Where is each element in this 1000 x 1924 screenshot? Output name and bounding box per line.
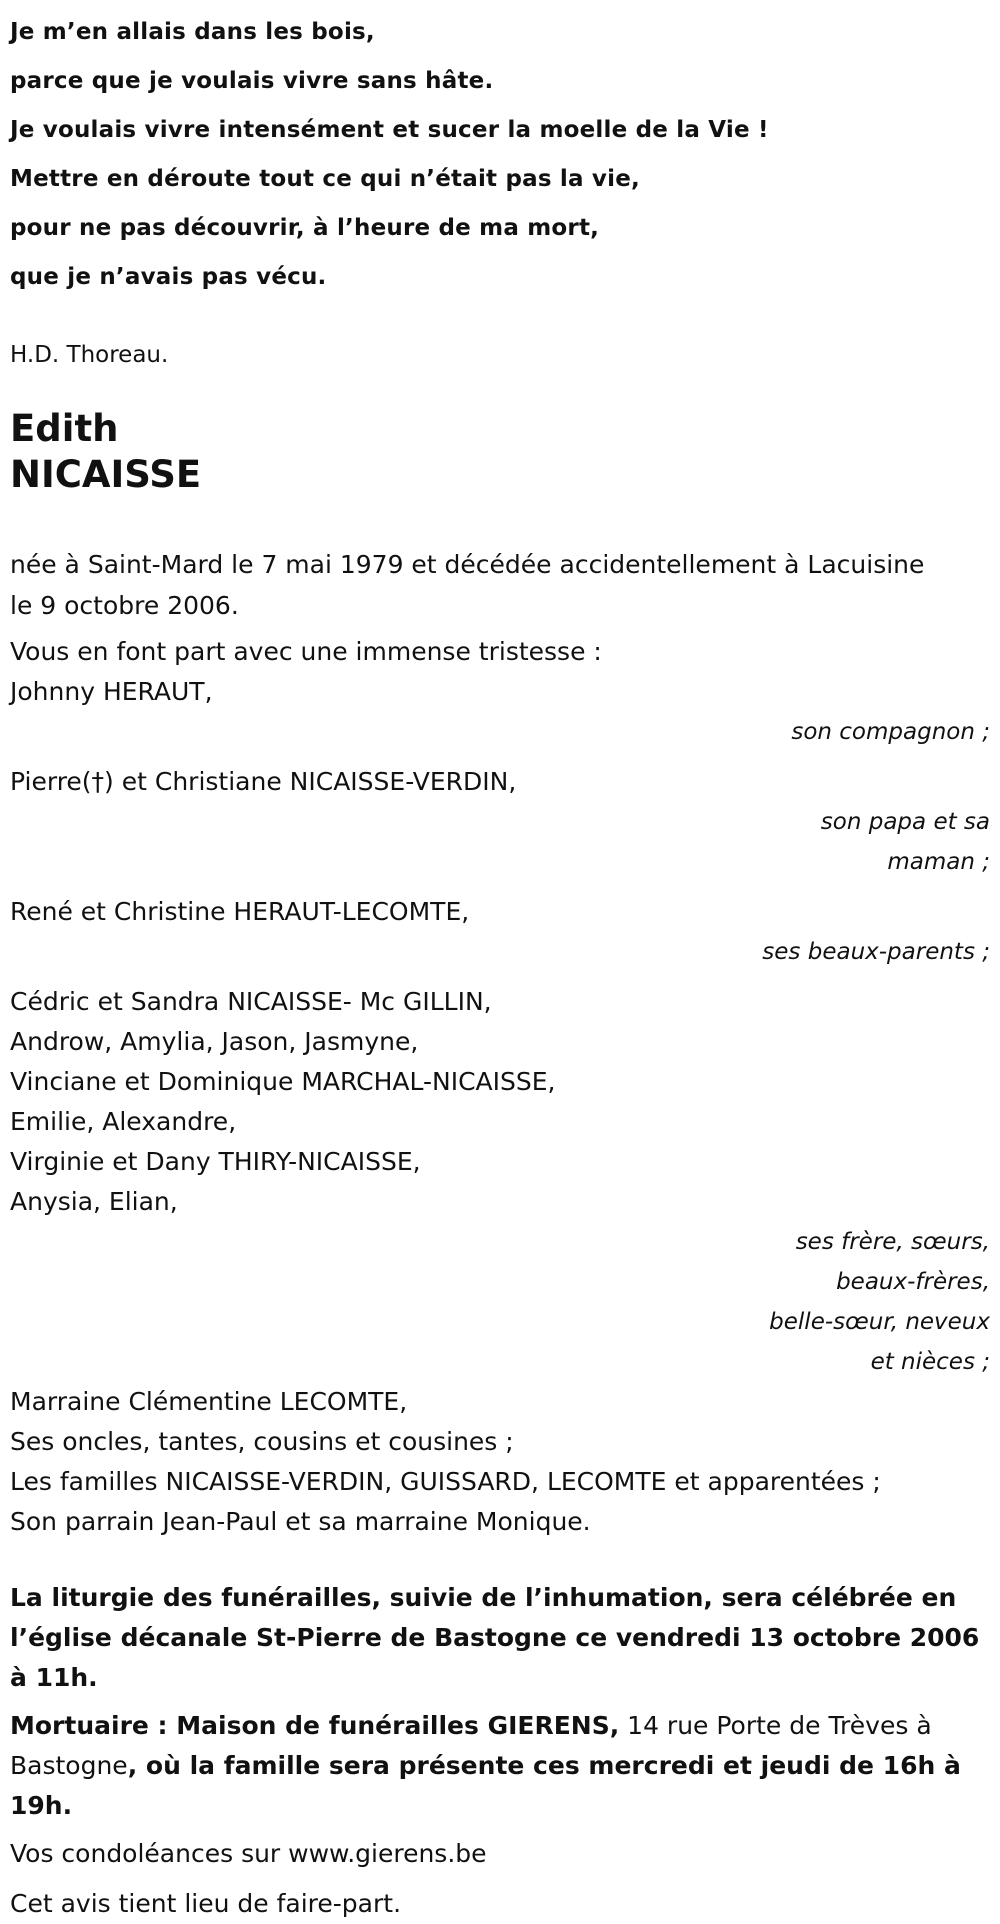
sibling-line: Vinciane et Dominique MARCHAL-NICAISSE,: [10, 1067, 556, 1096]
poem-line: pour ne pas découvrir, à l’heure de ma mort,: [10, 215, 600, 241]
poem-line: Je m’en allais dans les bois,: [10, 19, 375, 45]
mortuary-address: 14 rue Porte de Trèves à Bastogne: [10, 1711, 932, 1780]
poem-line: parce que je voulais vivre sans hâte.: [10, 68, 494, 94]
parents-role-line: son papa et sa: [820, 809, 990, 835]
siblings-role-line: ses frère, sœurs,: [795, 1229, 990, 1255]
death-line: le 9 octobre 2006.: [10, 591, 239, 620]
mortuary-info: [10, 1706, 990, 1826]
deceased-last-name: NICAISSE: [10, 453, 202, 496]
announcement: Vous en font part avec une immense tristesse :: [10, 637, 602, 666]
partner-role: son compagnon ;: [791, 719, 990, 745]
poem-line: que je n’avais pas vécu.: [10, 264, 327, 290]
parents-name: Pierre(†) et Christiane NICAISSE-VERDIN,: [10, 767, 517, 796]
parents-role-line: maman ;: [887, 849, 990, 875]
deceased-name: [10, 406, 990, 498]
sibling-line: Cédric et Sandra NICAISSE- Mc GILLIN,: [10, 987, 492, 1016]
in-laws-role: ses beaux-parents ;: [762, 939, 990, 965]
mortuary-label: Mortuaire : Maison de funérailles GIERENS,: [10, 1711, 620, 1740]
other-line: Ses oncles, tantes, cousins et cousines ;: [10, 1427, 514, 1456]
siblings-role-line: et nièces ;: [870, 1349, 990, 1375]
in-laws-name: René et Christine HERAUT-LECOMTE,: [10, 897, 470, 926]
family-siblings: [10, 982, 990, 1382]
sibling-line: Anysia, Elian,: [10, 1187, 178, 1216]
siblings-role-line: belle-sœur, neveux: [769, 1309, 990, 1335]
family-parents: [10, 762, 990, 882]
footer-note: Cet avis tient lieu de faire-part.: [10, 1889, 402, 1918]
poem-quote: [10, 0, 990, 302]
deceased-first-name: Edith: [10, 407, 119, 450]
birth-line: née à Saint-Mard le 7 mai 1979 et décédée accidentellement à Lacuisine: [10, 550, 925, 579]
poem-line: Je voulais vivre intensément et sucer la moelle de la Vie !: [10, 117, 769, 143]
siblings-role-line: beaux-frères,: [836, 1269, 990, 1295]
family-partner: [10, 672, 990, 752]
mortuary-hours: , où la famille sera présente ces mercredi et jeudi de 16h à 19h.: [10, 1751, 961, 1820]
liturgy-info: La liturgie des funérailles, suivie de l’inhumation, sera célébrée en l’église décanale St-Pierre de Bastogne ce vendredi 13 octobre 2006 à 11h.: [10, 1583, 980, 1692]
sibling-line: Emilie, Alexandre,: [10, 1107, 237, 1136]
family-others: [10, 1382, 990, 1542]
other-line: Marraine Clémentine LECOMTE,: [10, 1387, 408, 1416]
poem-author: H.D. Thoreau.: [10, 342, 169, 368]
family-in-laws: [10, 892, 990, 972]
obituary-page: [10, 0, 990, 1924]
partner-name: Johnny HERAUT,: [10, 677, 213, 706]
siblings-role: [750, 1222, 990, 1382]
condolences: Vos condoléances sur www.gierens.be: [10, 1839, 487, 1868]
other-line: Les familles NICAISSE-VERDIN, GUISSARD, LECOMTE et apparentées ;: [10, 1467, 881, 1496]
birth-death-info: [10, 544, 990, 626]
other-line: Son parrain Jean-Paul et sa marraine Monique.: [10, 1507, 591, 1536]
poem-line: Mettre en déroute tout ce qui n’était pas la vie,: [10, 166, 640, 192]
sibling-line: Androw, Amylia, Jason, Jasmyne,: [10, 1027, 419, 1056]
parents-role: [750, 802, 990, 882]
sibling-line: Virginie et Dany THIRY-NICAISSE,: [10, 1147, 421, 1176]
